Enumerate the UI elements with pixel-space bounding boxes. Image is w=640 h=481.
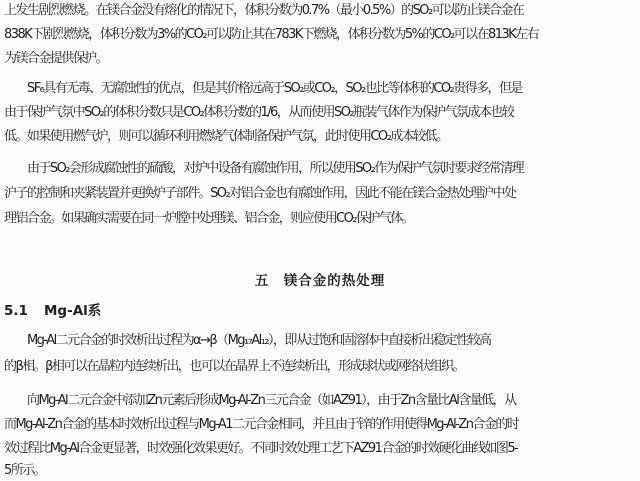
subsection-title: Mg-Al系	[44, 303, 102, 319]
section-heading: 五 镁合金的热处理	[254, 273, 386, 289]
subsection-number: 5.1	[4, 303, 28, 319]
paragraph-1-line-2: 838K下剧烈燃烧，体积分数为3%的CO₂可以防止其在783K下燃烧，体积分数为5%的CO₂可以在813K左右	[4, 27, 539, 42]
paragraph-5-line-3: 效过程比Mg-Al合金更显著，时效强化效果更好。不同时效处理工艺下AZ91合金的时效硬化曲线如图5-	[4, 441, 518, 456]
paragraph-5-line-4: 5所示。	[4, 463, 46, 478]
paragraph-3-line-3: 理铝合金。如果确实需要在同一炉膛中处理镁、铝合金，则应使用CO₂保护气体。	[4, 211, 414, 226]
paragraph-4-line-1: Mg-Al二元合金的时效析出过程为α→β（Mg₁₇Al₁₂），即从过饱和固溶体中直接析出稳定性较高	[27, 333, 491, 348]
paragraph-1-line-1: 上发生剧烈燃烧。在镁合金没有熔化的情况下，体积分数为0.7%（最小0.5%）的SO₂可以防止镁合金在	[4, 3, 524, 18]
paragraph-2-line-1: SF₆具有无毒、无腐蚀性的优点，但是其价格远高于SO₂或CO₂，SO₂也比等体积的CO₂贵得多，但是	[27, 81, 522, 96]
paragraph-2-line-2: 由于保护气氛中SO₂的体积分数只是CO₂体积分数的1/6，从而使用SO₂瓶装气体作为保护气氛成本也较	[4, 105, 514, 120]
paragraph-5-line-1: 向Mg-Al二元合金中添加Zn元素后形成Mg-Al-Zn三元合金（如AZ91），由于Zn含量比Al含量低，从	[27, 393, 516, 408]
subsection-heading	[4, 302, 101, 320]
paragraph-1-line-3: 为镁合金提供保护。	[4, 51, 108, 66]
paragraph-4-line-2: 的β相。β相可以在晶粒内连续析出，也可以在晶界上不连续析出，形成球状或网络状组织。	[4, 359, 465, 374]
paragraph-5-line-2: 而Mg-Al-Zn合金的基本时效析出过程与Mg-A1二元合金相同，并且由于锌的作用使得Mg-Al-Zn合金的时	[4, 417, 519, 432]
paragraph-3-line-2: 沪子的控制和夹紧装置并更换炉子部件。SO₂对铝合金也有腐蚀作用，因此不能在镁合金热处理沪中处	[4, 186, 516, 201]
paragraph-3-line-1: 由于SO₂会形成腐蚀性的硫酸，对炉中设备有腐蚀作用，所以使用SO₂作为保护气氛时要求经常清理	[27, 161, 524, 176]
paragraph-2-line-3: 低。如果使用燃气炉，则可以循环利用燃烧气体制备保护气氛，此时使用CO₂成本较低。	[4, 129, 448, 144]
